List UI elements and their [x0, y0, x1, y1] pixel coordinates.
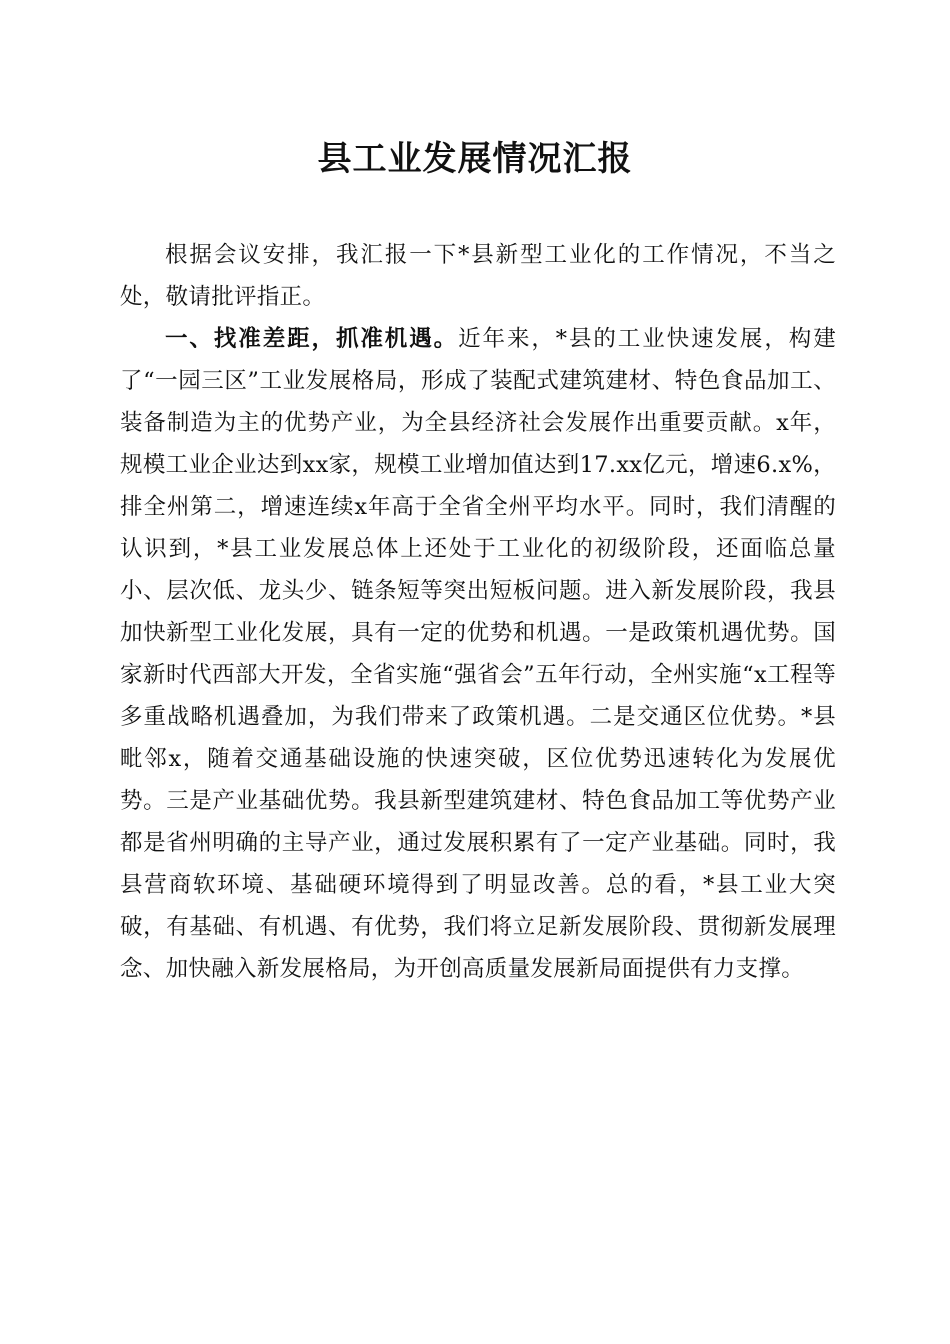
section-1-paragraph: [120, 318, 836, 990]
section-1-body: 近年来，*县的工业快速发展，构建了“一园三区”工业发展格局，形成了装配式建筑建材、特色食品加工、装备制造为主的优势产业，为全县经济社会发展作出重要贡献。x年，规模工业企业达到xx家，规模工业增加值达到17.xx亿元，增速6.x%，排全州第二，增速连续x年高于全省全州平均水平。同时，我们清醒的认识到，*县工业发展总体上还处于工业化的初级阶段，还面临总量小、层次低、龙头少、链条短等突出短板问题。进入新发展阶段，我县加快新型工业化发展，具有一定的优势和机遇。一是政策机遇优势。国家新时代西部大开发，全省实施“强省会”五年行动，全州实施“x工程等多重战略机遇叠加，为我们带来了政策机遇。二是交通区位优势。*县毗邻x，随着交通基础设施的快速突破，区位优势迅速转化为发展优势。三是产业基础优势。我县新型建筑建材、特色食品加工等优势产业都是省州明确的主导产业，通过发展积累有了一定产业基础。同时，我县营商软环境、基础硬环境得到了明显改善。总的看，*县工业大突破，有基础、有机遇、有优势，我们将立足新发展阶段、贯彻新发展理念、加快融入新发展格局，为开创高质量发展新局面提供有力支撑。: [120, 326, 836, 982]
section-1-heading: 一、找准差距，抓准机遇。: [165, 326, 459, 352]
document-body: [120, 234, 836, 990]
intro-paragraph: 根据会议安排，我汇报一下*县新型工业化的工作情况，不当之处，敬请批评指正。: [120, 242, 836, 310]
document-title: 县工业发展情况汇报: [317, 139, 633, 179]
